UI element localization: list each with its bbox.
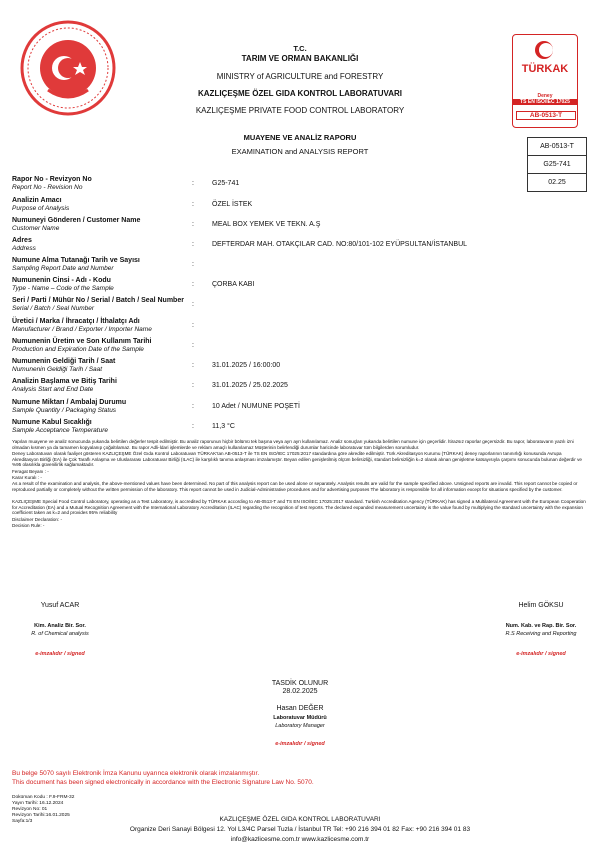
signature-left: Yusuf ACAR Kim. Analiz Bir. Sor. R. of Chemical analysis e-imzalıdır / signed [31, 602, 89, 657]
disclaimer-tr: Yapılan muayene ve analiz sonucunda yukarıda belirtilen değerler tespit edilmiştir. Bu analiz raporunun hiçbir bölümü tek başına veya ayrı ayrı kullanılamaz. Analiz sonuçları yukarıda belirtilen numune için geçerlidir. İtirazsız raporlar geçersizdir. Bu rapor, laboratuvarın yazılı izni olmadan kısmen ya da tamamen kopyalanıp çoğaltılamaz. Bu rapor Adli-İdari işlemlerde ve reklam amaçlı kullanılamaz Müşterinin belirlendiği durumlar haricinde laboratuvar tüm bilgilerden sorumludur. [12, 439, 574, 450]
footer-address: Organize Deri Sanayi Bölgesi 12. Yol L3/4C Parsel Tuzla / İstanbul TR Tel: +90 216 394 01 82 Fax: +90 216 394 01 83 [129, 826, 471, 833]
ministry-title-tr: TARIM VE ORMAN BAKANLIĞI [241, 54, 359, 63]
signature-approval: TASDİK OLUNUR 28.02.2025 Hasan DEĞER Laboratuvar Müdürü Laboratory Manager e-imzalıdır / signed [271, 680, 329, 747]
report-title-tr: MUAYENE VE ANALİZ RAPORU [243, 133, 357, 142]
decision-tr: Karar Kuralı : - [12, 475, 42, 480]
field-serial: Seri / Parti / Mühür No / Serial / Batch / Seal Number Serial / Batch / Seal Number : [12, 297, 194, 312]
turkak-brand: TÜRKAK [521, 63, 569, 75]
field-sampling-report: Numune Alma Tutanağı Tarih ve Sayısı Sampling Report Date and Number : [12, 257, 194, 272]
field-report-no: Rapor No - Revizyon No Report No - Revision No : G25-741 [12, 176, 240, 191]
footer-contact: info@kazlicesme.com.tr www.kazlicesme.com.tr [230, 836, 370, 843]
header-tc: T.C. [293, 44, 307, 53]
field-address: Adres Address : DEFTERDAR MAH. OTAKÇILAR CAD. NO:80/101-102 EYÜPSULTAN/İSTANBUL [12, 237, 468, 252]
esign-notice-en: This document has been signed electronically in accordance with the Electronic Signature Law No. 5070. [12, 779, 314, 786]
esign-notice-tr: Bu belge 5070 sayılı Elektronik İmza Kanunu uyarınca elektronik olarak imzalanmıştır. [12, 770, 260, 777]
field-analysis-dates: Analizin Başlama ve Bitiş Tarihi Analysis Start and End Date : 31.01.2025 / 25.02.2025 [12, 378, 288, 393]
waiver-en: Disclaimer Declaration: - [12, 517, 63, 522]
doc-info: Doküman Kodu : F.9-FRM-32 Yayın Tarihi: 16.12.2024 Revizyon No: 01 Revizyon Tarihi:16.01.2025 Sayfa:1/3 [12, 795, 75, 824]
turkak-logo [512, 34, 578, 128]
ministry-logo [18, 18, 118, 118]
turkak-line2: TS EN ISO/IEC 17025 [513, 99, 577, 105]
field-quantity: Numune Miktarı / Ambalaj Durumu Sample Quantity / Packaging Status : 10 Adet / NUMUNE POŞETİ [12, 399, 300, 414]
field-sample-type: Numunenin Cinsi - Adı - Kodu Type - Name – Code of the Sample : ÇORBA KABI [12, 277, 255, 292]
field-production-date: Numunenin Üretim ve Son Kullanım Tarihi Production and Expiration Date of the Sample : [12, 338, 194, 353]
disclaimer-tr-2: Deney Laboratuvarı olarak faaliyet gösteren KAZLIÇEŞME Özel Gıda Kontrol Laboratuvarı TÜRKAK’tan AB-0513-T ile TS EN ISO/IEC 17025:2017 standardına göre akredite edilmiştir. Türk Akreditasyon Kurumu (TÜRKAK) deney raporlarının tanınırlığı konusunda Avrupa Akreditasyon Birliği (EA) ile Çok Taraflı Anlaşma ve Uluslararası Laboratuvar Birliği (ILAC) ile karşılıklı tanıma anlaşması imzalamıştır. Beyan edilen genişletilmiş ölçüm belirsizliği, standart belirsizliğin k=2 olarak alınan genişletme katsayısıyla çarpımı sonucunda bulunan değerdir ve %95 olasılıkla güvenilirlik sağlamaktadır. [12, 451, 582, 468]
turkak-code: AB-0513-T [516, 111, 576, 120]
field-manufacturer: Üretici / Marka / İhracatçı / İthalatçı Adı Manufacturer / Brand / Exporter / Importer Name : [12, 318, 194, 333]
ministry-title-en: MINISTRY of AGRICULTURE and FORESTRY [216, 72, 384, 81]
field-purpose: Analizin Amacı Purpose of Analysis : ÖZEL İSTEK [12, 197, 253, 212]
disclaimer-en: As a result of the examination and analysis, the above-mentioned values have been determined. No part of this analysis report can be used alone or separately. Analysis results are valid for the sample specified above. Unsigned reports are invalid. This report cannot be copied or reproduced partially or completely without the written permission of the laboratory. This report cannot be used in Judicial-Administrative procedures and for advertising purposes The laboratory is responsible for all information except for situations specified by the customer. [12, 481, 578, 492]
date-box: 02.25 [527, 173, 587, 192]
lab-title-tr: KAZLIÇEŞME ÖZEL GIDA KONTROL LABORATUVARI [198, 89, 402, 98]
decision-en: Decision Rule: - [12, 523, 45, 528]
report-title-en: EXAMINATION and ANALYSIS REPORT [231, 147, 369, 156]
accreditation-box: AB-0513-T [527, 137, 587, 156]
field-customer: Numuneyi Gönderen / Customer Name Customer Name : MEAL BOX YEMEK VE TEKN. A.Ş [12, 217, 321, 232]
lab-title-en: KAZLIÇEŞME PRIVATE FOOD CONTROL LABORATORY [195, 106, 405, 115]
turkak-line1: Deney [537, 93, 553, 99]
disclaimer-en-2: KAZLIÇEŞME Special Food Control Laboratory, operating as a Test Laboratory, is accredited by TÜRKAK according to AB-0513-T and TS EN ISO/IEC 17025:2017 standard. Turkish Accreditation Agency (TÜRKAK) has signed a Multilateral Agreement with the European Cooperation for Accreditation (EA) and a Mutual Recognition Agreement with the International Laboratory Accreditation (ILAC) regarding the recognition of test reports. The declared expanded measurement uncertainty is the value found by multiplying the standard uncertainty with the expansion coefficient taken as k=2 and provides 95% reliability [12, 499, 586, 516]
signature-right: Helim GÖKSU Num. Kab. ve Rap. Bir. Sor. R.S Receiving and Reporting e-imzalıdır / signed [505, 602, 577, 657]
footer-name: KAZLIÇEŞME ÖZEL GIDA KONTROL LABORATUVARI [219, 816, 381, 823]
report-no-box: G25-741 [527, 155, 587, 174]
field-arrival: Numunenin Geldiği Tarih / Saat Numunenin Geldiği Tarih / Saat : 31.01.2025 / 16:00:00 [12, 358, 281, 373]
field-temperature: Numune Kabul Sıcaklığı Sample Acceptance Temperature : 11,3 °C [12, 419, 235, 434]
waiver-tr: Feragat Beyanı : - [12, 469, 49, 474]
